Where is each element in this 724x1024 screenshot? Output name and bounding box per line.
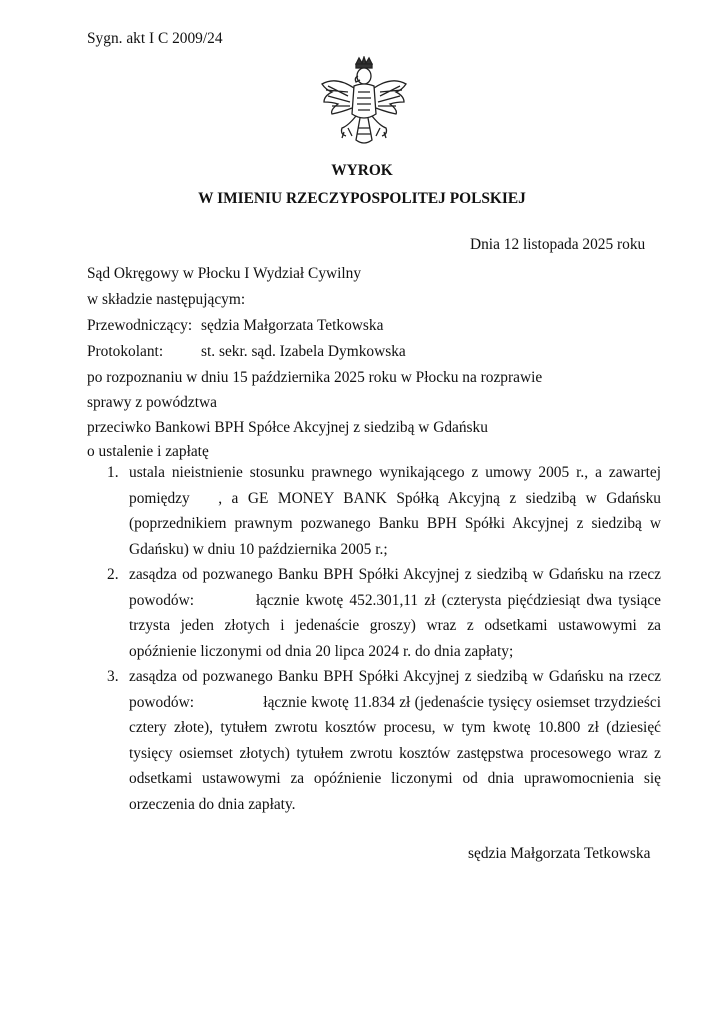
court-name: Sąd Okręgowy w Płocku I Wydział Cywilny (87, 265, 362, 282)
ruling-number: 1. (107, 464, 119, 481)
ruling-item (107, 664, 665, 817)
judgment-date: Dnia 12 listopada 2025 roku (470, 236, 646, 253)
case-subject: o ustalenie i zapłatę (87, 443, 209, 460)
ruling-text: zasądza od pozwanego Banku BPH Spółki Akcyjnej z siedzibą w Gdańsku na rzecz powodów: łącznie kwotę 452.301,11 zł (czterysta pięćdziesiąt dwa tysiące trzysta jeden złotych i jedenaście groszy) wraz z odsetkami ustawowymi za opóźnienie liczonymi od dnia 20 lipca 2024 r. do dnia zapłaty; (129, 566, 665, 660)
ruling-item (107, 562, 665, 664)
clerk-label: Protokolant: (87, 343, 164, 360)
judge-signature: sędzia Małgorzata Tetkowska (468, 845, 651, 862)
chair-value: sędzia Małgorzata Tetkowska (201, 317, 384, 334)
case-of: sprawy z powództwa (87, 394, 217, 411)
polish-eagle-emblem-icon (318, 56, 410, 156)
against-defendant: przeciwko Bankowi BPH Spółce Akcyjnej z siedzibą w Gdańsku (87, 419, 488, 436)
hearing-info: po rozpoznaniu w dniu 15 października 2025 roku w Płocku na rozprawie (87, 369, 543, 386)
document-subtitle: W IMIENIU RZECZYPOSPOLITEJ POLSKIEJ (198, 190, 526, 207)
ruling-text: zasądza od pozwanego Banku BPH Spółki Akcyjnej z siedzibą w Gdańsku na rzecz powodów: łącznie kwotę 11.834 zł (jedenaście tysięcy osiemset trzydzieści cztery złote), tytułem zwrotu kosztów procesu, w tym kwotę 10.800 zł (dziesięć tysięcy osiemset złotych) tytułem zwrotu kosztów zastępstwa procesowego wraz z odsetkami ustawowymi za opóźnienie liczonymi od dnia uprawomocnienia się orzeczenia do dnia zapłaty. (129, 668, 665, 813)
case-signature: Sygn. akt I C 2009/24 (87, 30, 223, 47)
chair-label: Przewodniczący: (87, 317, 193, 334)
rulings-list (107, 460, 665, 817)
document-title: WYROK (331, 162, 393, 179)
ruling-number: 2. (107, 566, 119, 583)
chair-row (87, 317, 383, 335)
ruling-number: 3. (107, 668, 119, 685)
clerk-row (87, 343, 406, 361)
composition-intro: w składzie następującym: (87, 291, 246, 308)
ruling-item (107, 460, 665, 562)
clerk-value: st. sekr. sąd. Izabela Dymkowska (201, 343, 406, 360)
ruling-text: ustala nieistnienie stosunku prawnego wynikającego z umowy 2005 r., a zawartej pomiędzy , a GE MONEY BANK Spółką Akcyjną z siedzibą w Gdańsku (poprzednikiem prawnym pozwanego Banku BPH Spółki Akcyjnej z siedzibą w Gdańsku) w dniu 10 października 2005 r.; (129, 464, 665, 558)
